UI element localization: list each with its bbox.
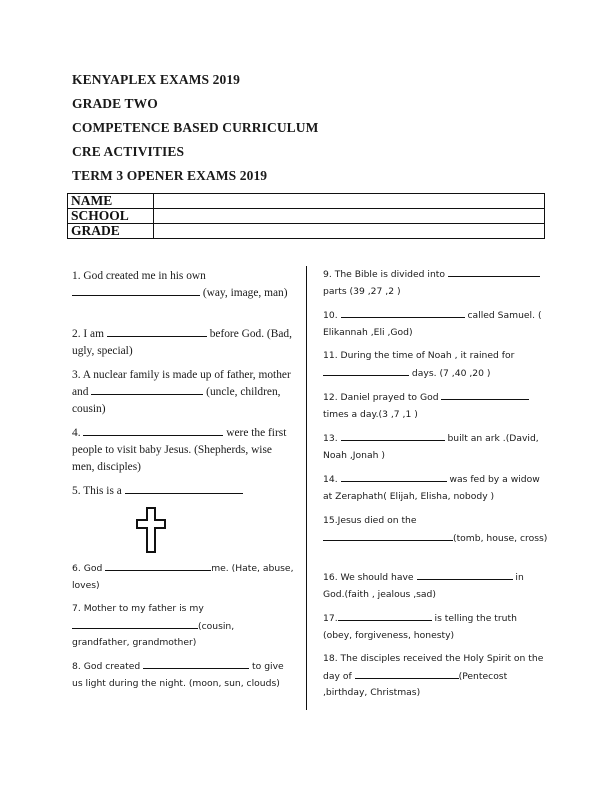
question-9: 9. The Bible is divided into parts (39 ,27 ,2 ) (323, 266, 548, 300)
answer-blank-8[interactable] (143, 658, 249, 669)
answer-blank-12[interactable] (441, 389, 529, 400)
answer-blank-13[interactable] (341, 430, 445, 441)
curriculum-title: COMPETENCE BASED CURRICULUM (72, 120, 319, 135)
grade-row (68, 224, 545, 239)
question-6: 6. God me. (Hate, abuse, loves) (72, 560, 294, 594)
question-2: 2. I am before God. (Bad, ugly, special) (72, 328, 292, 357)
question-11: 11. During the time of Noah , it rained for days. (7 ,40 ,20 ) (323, 350, 515, 379)
subject-title: CRE ACTIVITIES (72, 144, 185, 159)
school-field[interactable] (154, 209, 545, 224)
name-field[interactable] (154, 194, 545, 209)
answer-blank-14[interactable] (341, 471, 447, 482)
question-18: 18. The disciples received the Holy Spirit on the day of (Pentecost ,birthday, Christmas) (323, 653, 544, 698)
cross-icon (136, 507, 166, 553)
question-15: 15.Jesus died on the (tomb, house, cross) (323, 515, 548, 544)
question-10: 10. called Samuel. ( Elikannah ,Eli ,God) (323, 307, 548, 341)
answer-blank-16[interactable] (417, 569, 513, 580)
grade-field[interactable] (154, 224, 545, 239)
answer-blank-15[interactable] (323, 530, 453, 541)
name-label: NAME (68, 194, 154, 209)
answer-blank-7[interactable] (72, 618, 198, 629)
question-12: 12. Daniel prayed to God times a day.(3 ,7 ,1 ) (323, 389, 548, 423)
answer-blank-3[interactable] (91, 384, 203, 395)
question-14: 14. was fed by a widow at Zeraphath( Elijah, Elisha, nobody ) (323, 471, 548, 505)
term-title: TERM 3 OPENER EXAMS 2019 (72, 168, 268, 183)
answer-blank-10[interactable] (341, 307, 465, 318)
grade-label: GRADE (68, 224, 154, 239)
question-13: 13. built an ark .(David, Noah ,Jonah ) (323, 430, 548, 464)
question-5: 5. This is a (72, 483, 294, 500)
answer-blank-11[interactable] (323, 365, 409, 376)
question-7: 7. Mother to my father is my (cousin, grandfather, grandmother) (72, 603, 235, 648)
question-1: 1. God created me in his own (way, image, man) (72, 270, 288, 299)
answer-blank-6[interactable] (105, 560, 211, 571)
answer-blank-4[interactable] (83, 425, 223, 436)
answer-blank-17[interactable] (338, 610, 432, 621)
answer-blank-9[interactable] (448, 266, 540, 277)
school-label: SCHOOL (68, 209, 154, 224)
column-divider (306, 266, 307, 710)
question-17: 17. is telling the truth (obey, forgiveness, honesty) (323, 610, 548, 644)
question-16: 16. We should have in God.(faith , jealous ,sad) (323, 569, 548, 603)
exam-provider-title: KENYAPLEX EXAMS 2019 (72, 72, 241, 87)
question-3: 3. A nuclear family is made up of father, mother and (uncle, children, cousin) (72, 369, 291, 415)
answer-blank-18[interactable] (355, 668, 459, 679)
question-8: 8. God created to give us light during the night. (moon, sun, clouds) (72, 658, 294, 692)
school-row (68, 209, 545, 224)
grade-title: GRADE TWO (72, 96, 158, 111)
answer-blank-1[interactable] (72, 285, 200, 296)
name-row (68, 194, 545, 209)
student-info-table (67, 193, 545, 239)
answer-blank-5[interactable] (125, 483, 243, 494)
answer-blank-2[interactable] (107, 326, 207, 337)
question-4: 4. were the first people to visit baby Jesus. (Shepherds, wise men, disciples) (72, 427, 287, 473)
